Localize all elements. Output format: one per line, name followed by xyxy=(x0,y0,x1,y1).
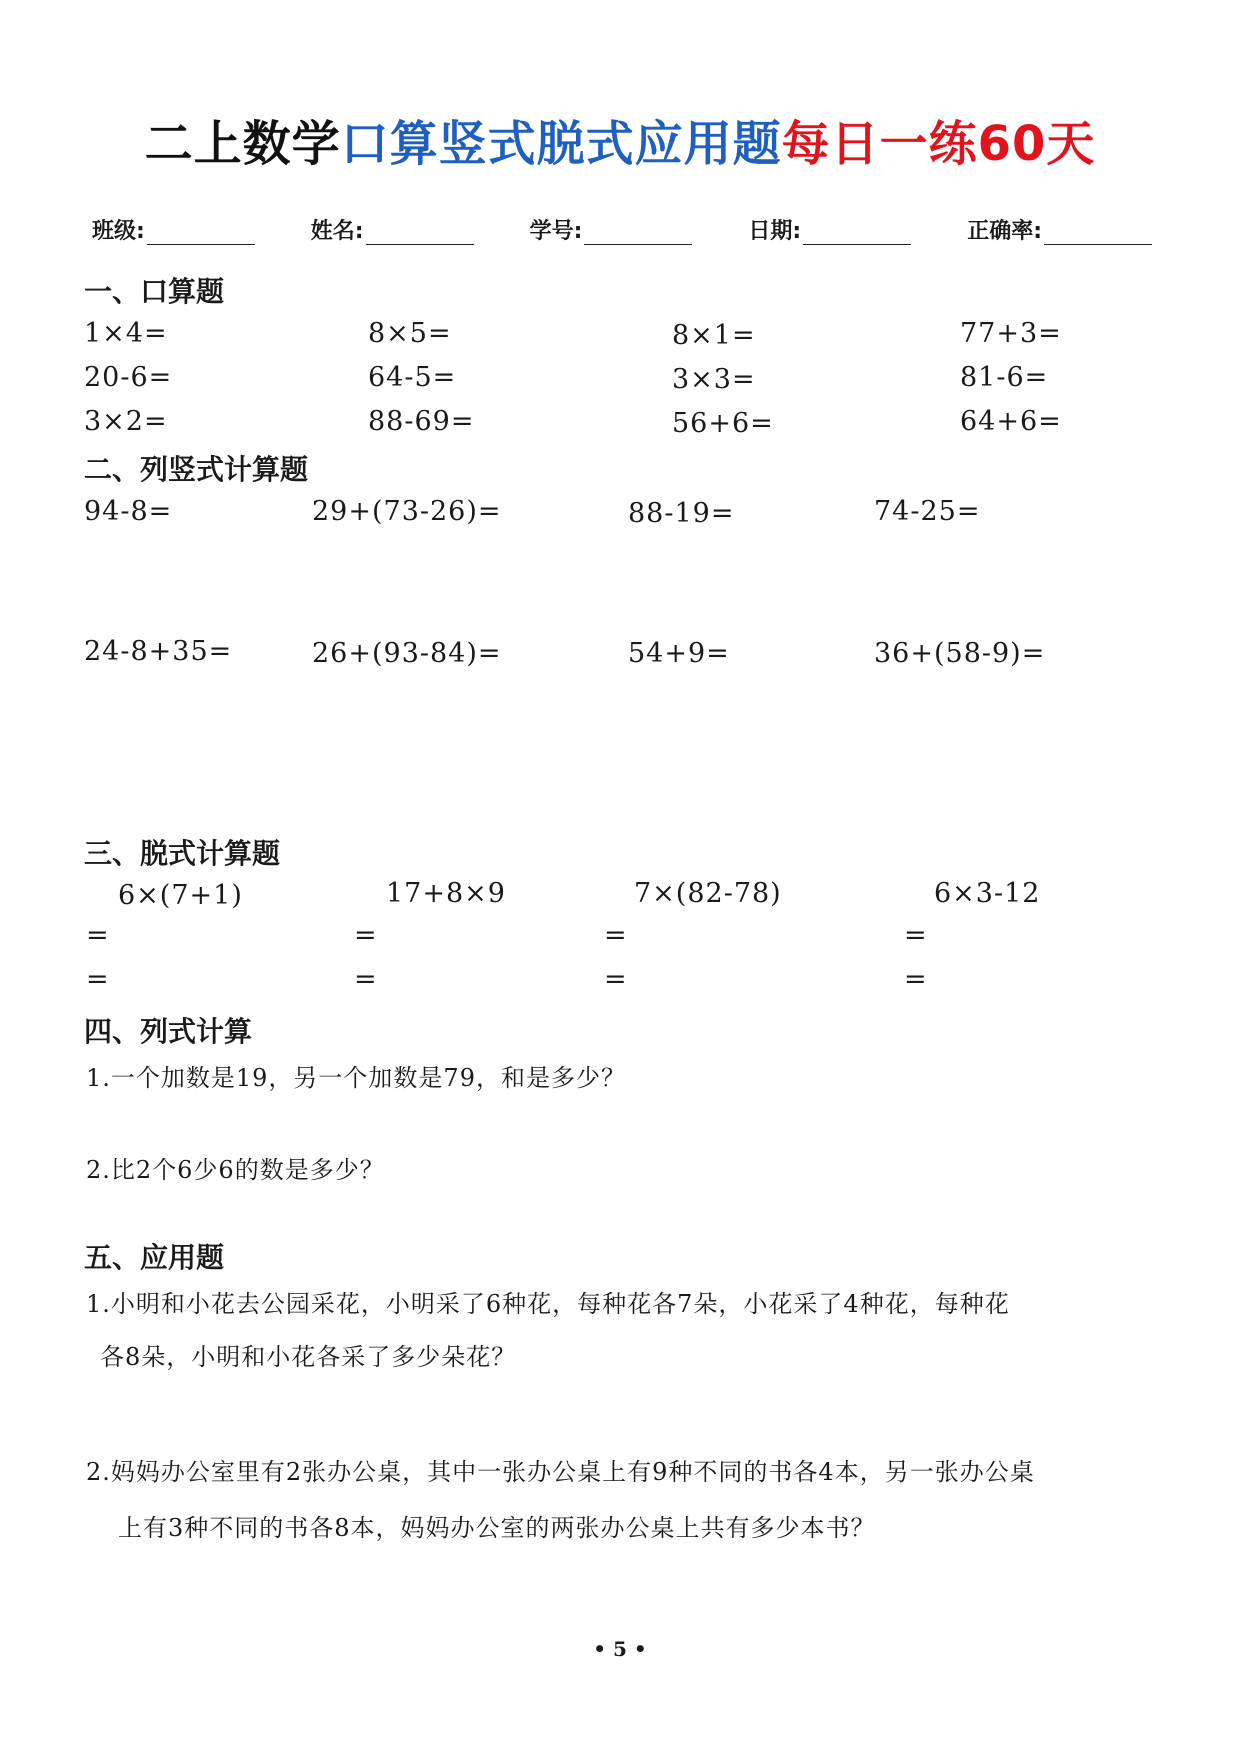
accuracy-field[interactable] xyxy=(967,214,1152,245)
student-info-row xyxy=(92,214,1152,245)
step-calc-item: 7×(82-78) xyxy=(634,878,782,909)
word-problem-1-line-2: 各8朵，小明和小花各采了多少朵花？ xyxy=(100,1343,517,1371)
vertical-calc-item: 36+(58-9)= xyxy=(874,638,1046,669)
vertical-calc-item: 94-8= xyxy=(84,496,173,527)
equals-sign: = xyxy=(86,920,109,951)
page-title xyxy=(0,105,1240,174)
name-blank[interactable] xyxy=(366,224,474,245)
vertical-calc-item: 29+(73-26)= xyxy=(312,496,502,527)
number-label: 学号: xyxy=(529,219,583,244)
page-number: • 5 • xyxy=(593,1637,647,1661)
class-field[interactable] xyxy=(92,214,255,245)
accuracy-blank[interactable] xyxy=(1044,224,1152,245)
equals-sign: = xyxy=(904,964,927,995)
section-heading-equation: 四、列式计算 xyxy=(84,1015,253,1048)
number-field[interactable] xyxy=(530,214,693,245)
number-blank[interactable] xyxy=(584,224,692,245)
title-part-topics: 口算竖式脱式应用题 xyxy=(340,116,782,172)
date-label: 日期: xyxy=(748,219,802,244)
date-field[interactable] xyxy=(748,214,911,245)
name-field[interactable] xyxy=(311,214,474,245)
equals-sign: = xyxy=(86,964,109,995)
step-calc-item: 6×(7+1) xyxy=(118,880,243,911)
mental-math-item: 20-6= xyxy=(84,362,173,393)
vertical-calc-item: 24-8+35= xyxy=(84,636,233,667)
equals-sign: = xyxy=(354,964,377,995)
vertical-calc-item: 54+9= xyxy=(628,638,730,669)
vertical-calc-item: 26+(93-84)= xyxy=(312,638,502,669)
equation-question-1: 1.一个加数是19，另一个加数是79，和是多少？ xyxy=(86,1064,626,1092)
class-label: 班级: xyxy=(92,219,145,244)
word-problem-2-line-1: 2.妈妈办公室里有2张办公桌，其中一张办公桌上有9种不同的书各4本，另一张办公桌 xyxy=(86,1458,1035,1486)
equation-question-2: 2.比2个6少6的数是多少？ xyxy=(86,1156,385,1184)
section-heading-mental-math: 一、口算题 xyxy=(84,275,225,308)
title-part-daily: 每日一练60天 xyxy=(781,116,1096,172)
mental-math-item: 64-5= xyxy=(368,362,457,393)
equals-sign: = xyxy=(904,920,927,951)
mental-math-item: 64+6= xyxy=(960,406,1062,437)
class-blank[interactable] xyxy=(147,224,255,245)
name-label: 姓名: xyxy=(310,219,364,244)
word-problem-2-line-2: 上有3种不同的书各8本，妈妈办公室的两张办公桌上共有多少本书？ xyxy=(118,1514,876,1542)
section-heading-vertical-calc: 二、列竖式计算题 xyxy=(84,453,309,486)
section-heading-step-calc: 三、脱式计算题 xyxy=(84,837,281,870)
equals-sign: = xyxy=(604,920,627,951)
mental-math-item: 3×3= xyxy=(672,364,756,395)
mental-math-item: 8×5= xyxy=(368,318,452,349)
mental-math-item: 8×1= xyxy=(672,320,756,351)
mental-math-item: 88-69= xyxy=(368,406,475,437)
mental-math-item: 1×4= xyxy=(84,318,168,349)
step-calc-item: 6×3-12 xyxy=(934,878,1041,909)
equals-sign: = xyxy=(354,920,377,951)
mental-math-item: 81-6= xyxy=(960,362,1049,393)
title-part-grade: 二上数学 xyxy=(144,116,341,172)
vertical-calc-item: 88-19= xyxy=(628,498,735,529)
word-problem-1-line-1: 1.小明和小花去公园采花，小明采了6种花，每种花各7朵，小花采了4种花，每种花 xyxy=(86,1290,1010,1318)
vertical-calc-item: 74-25= xyxy=(874,496,981,527)
section-heading-word-problems: 五、应用题 xyxy=(84,1241,225,1274)
mental-math-item: 77+3= xyxy=(960,318,1062,349)
date-blank[interactable] xyxy=(803,224,911,245)
accuracy-label: 正确率: xyxy=(967,219,1042,244)
step-calc-item: 17+8×9 xyxy=(386,878,506,909)
mental-math-item: 3×2= xyxy=(84,406,168,437)
equals-sign: = xyxy=(604,964,627,995)
mental-math-item: 56+6= xyxy=(672,408,774,439)
